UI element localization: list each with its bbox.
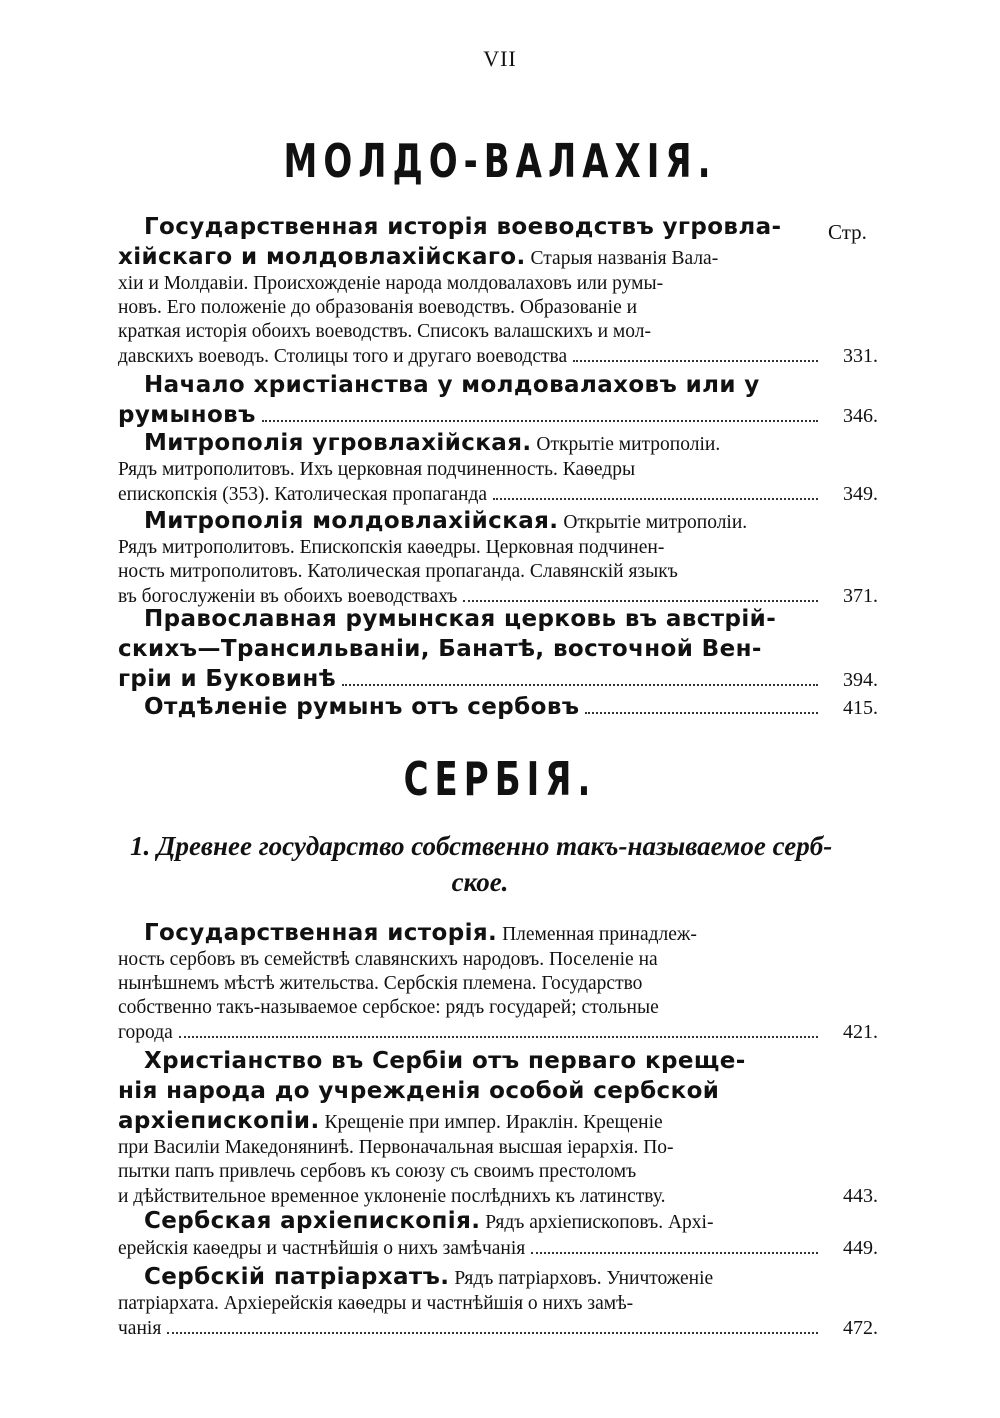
- leader-dots: [531, 1251, 818, 1254]
- entry-heading: Митрополія молдовлахійская.: [144, 508, 559, 534]
- entry-heading: Отдѣленіе румынъ отъ сербовъ: [144, 694, 580, 720]
- entry-heading: Сербскій патріархатъ.: [144, 1264, 450, 1290]
- entry-text: Рядъ патріарховъ. Уничтоженіе: [449, 1268, 714, 1289]
- page-ref: 371.: [843, 585, 878, 607]
- entry-text: Открытіе митрополіи.: [558, 512, 748, 533]
- entry-heading: гріи и Буковинѣ: [118, 666, 337, 692]
- entry-text: при Василіи Македонянинѣ. Первоначальная высшая іерархія. По-: [118, 1137, 674, 1158]
- entry-heading: Начало христіанства у молдовалаховъ или у: [144, 372, 760, 398]
- entry-text: Открытіе митрополіи.: [531, 434, 721, 455]
- entry-heading: Христіанство въ Сербіи отъ перваго креще-: [144, 1048, 746, 1074]
- subsection-heading-line-1: 1. Древнее государство собственно такъ-называемое серб-: [130, 831, 833, 861]
- entry-heading: нія народа до учрежденія особой сербской: [118, 1078, 720, 1104]
- leader-dots: [493, 497, 818, 500]
- toc-entry: [118, 1206, 878, 1260]
- page-ref: 443.: [843, 1185, 878, 1207]
- toc-entry: [118, 1046, 878, 1208]
- toc-entry: [118, 212, 878, 368]
- page-ref: 472.: [843, 1317, 878, 1339]
- toc-entry: [118, 1262, 878, 1340]
- page-column-label: Стр.: [828, 220, 867, 244]
- entry-text: ерейскія каѳедры и частнѣйшія о нихъ замѣчанія: [118, 1238, 526, 1259]
- entry-text: давскихъ воеводъ. Столицы того и другаго воеводства: [118, 346, 568, 367]
- entry-text: чанія: [118, 1318, 162, 1339]
- toc-entry: [118, 918, 878, 1044]
- toc-entry: [118, 692, 878, 722]
- leader-dots: [262, 419, 818, 422]
- toc-entry: [118, 506, 878, 608]
- entry-heading: Государственная исторія воеводствъ угровла-: [144, 214, 782, 240]
- entry-text: собственно такъ-называемое сербское: рядъ государей; стольные: [118, 997, 659, 1018]
- subsection-heading: [130, 828, 890, 900]
- entry-text: и дѣйствительное временное уклоненіе послѣднихъ къ латинству.: [118, 1186, 666, 1207]
- entry-text: хіи и Молдавіи. Происхожденіе народа молдовалаховъ или румы-: [118, 273, 664, 294]
- entry-text: краткая исторія обоихъ воеводствъ. Списокъ валашскихъ и мол-: [118, 321, 651, 342]
- toc-entry: [118, 370, 878, 430]
- toc-entry: [118, 428, 878, 506]
- entry-heading: Православная румынская церковь въ австрій-: [144, 606, 777, 632]
- entry-heading: Сербская архіепископія.: [144, 1208, 481, 1234]
- entry-text: Рядъ митрополитовъ. Епископскія каѳедры. Церковная подчинен-: [118, 537, 665, 558]
- leader-dots: [585, 711, 818, 714]
- entry-text: Рядъ митрополитовъ. Ихъ церковная подчиненность. Каѳедры: [118, 459, 636, 480]
- entry-text: въ богослуженіи въ обоихъ воеводствахъ: [118, 586, 458, 607]
- page-ref: 346.: [843, 405, 878, 427]
- leader-dots: [342, 683, 818, 686]
- entry-heading: Государственная исторія.: [144, 920, 498, 946]
- leader-space: [672, 1201, 818, 1202]
- page-ref: 349.: [843, 483, 878, 505]
- section-title-moldo-valakhia: МОЛДО-ВАЛАХІЯ.: [283, 135, 717, 189]
- entry-heading: хійскаго и молдовлахійскаго.: [118, 244, 526, 270]
- entry-heading: Митрополія угровлахійская.: [144, 430, 532, 456]
- entry-text: Старыя названія Вала-: [525, 248, 719, 269]
- page-number: VII: [483, 46, 517, 71]
- entry-text: Крещеніе при импер. Ираклін. Крещеніе: [319, 1112, 663, 1133]
- leader-dots: [463, 599, 818, 602]
- entry-text: Рядъ архіепископовъ. Архі-: [480, 1212, 714, 1233]
- entry-text: пытки папъ привлечь сербовъ къ союзу съ своимъ престоломъ: [118, 1161, 637, 1182]
- toc-entry: [118, 604, 878, 694]
- entry-text: патріархата. Архіерейскія каѳедры и частнѣйшія о нихъ замѣ-: [118, 1293, 634, 1314]
- leader-dots: [167, 1331, 818, 1334]
- page-ref: 415.: [843, 697, 878, 719]
- leader-dots: [179, 1035, 818, 1038]
- entry-text: города: [118, 1022, 173, 1043]
- subsection-heading-line-2: ское.: [451, 867, 509, 897]
- entry-text: епископскія (353). Католическая пропаганда: [118, 484, 488, 505]
- section-title-serbia: СЕРБІЯ.: [403, 753, 597, 807]
- entry-text: новъ. Его положеніе до образованія воеводствъ. Образованіе и: [118, 297, 638, 318]
- entry-heading: румыновъ: [118, 402, 256, 428]
- page-ref: 331.: [843, 345, 878, 367]
- leader-dots: [573, 359, 818, 362]
- entry-heading: архіепископіи.: [118, 1108, 320, 1134]
- entry-text: Племенная принадлеж-: [497, 924, 697, 945]
- entry-text: нынѣшнемъ мѣстѣ жительства. Сербскія племена. Государство: [118, 973, 643, 994]
- entry-heading: скихъ—Трансильваніи, Банатѣ, восточной Вен-: [118, 636, 762, 662]
- page-ref: 449.: [843, 1237, 878, 1259]
- page-ref: 421.: [843, 1021, 878, 1043]
- entry-text: ность сербовъ въ семействѣ славянскихъ народовъ. Поселеніе на: [118, 949, 658, 970]
- entry-text: ность митрополитовъ. Католическая пропаганда. Славянскій языкъ: [118, 561, 678, 582]
- page-ref: 394.: [843, 669, 878, 691]
